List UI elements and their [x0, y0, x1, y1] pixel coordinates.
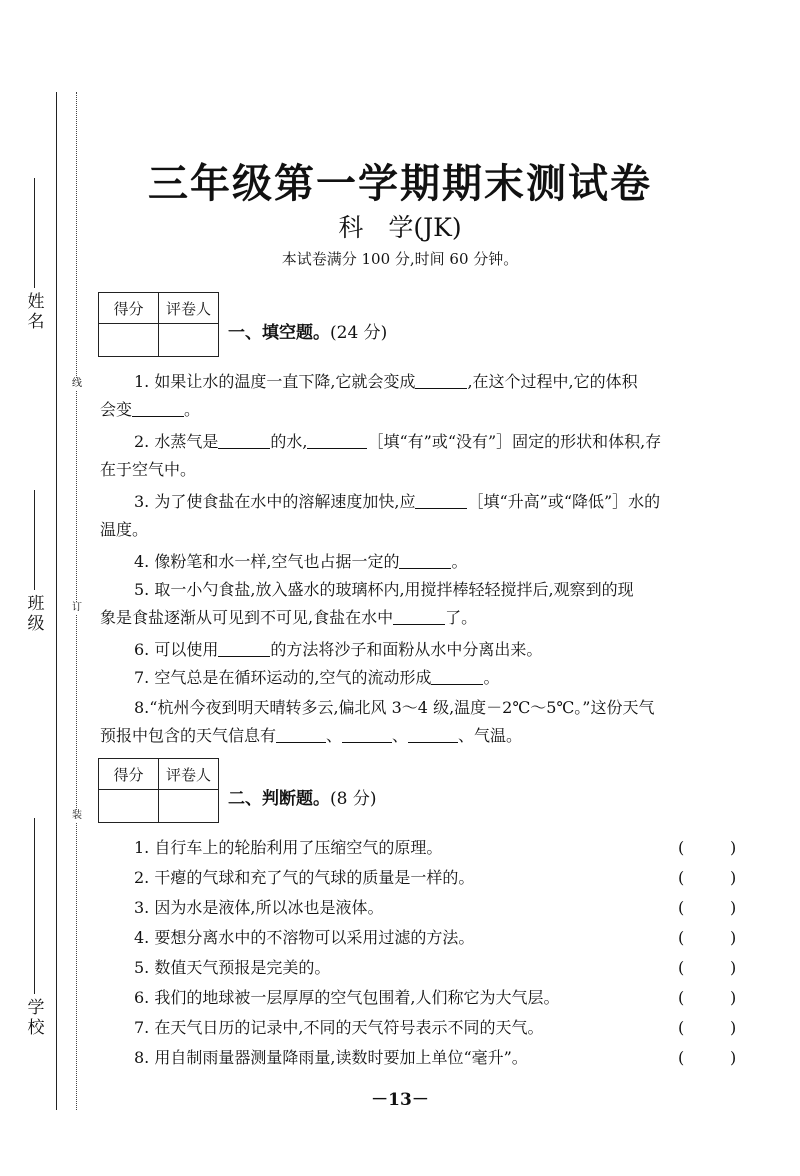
page-number: －13－: [371, 1090, 429, 1110]
score-cell[interactable]: [99, 324, 159, 357]
score-cell[interactable]: [99, 790, 159, 823]
tf-item-6: 6. 我们的地球被一层厚厚的空气包围着,人们称它为大气层。 ( ): [134, 984, 740, 1012]
answer-paren[interactable]: (: [678, 1048, 685, 1067]
tf-item-7: 7. 在天气日历的记录中,不同的天气符号表示不同的天气。 ( ): [134, 1014, 740, 1042]
section1-heading-text: 一、填空题。: [228, 323, 330, 343]
tf-item-8: 8. 用自制雨量器测量降雨量,读数时要加上单位“毫升”。 ( ): [134, 1044, 740, 1072]
tf-item-1: 1. 自行车上的轮胎利用了压缩空气的原理。 ( ): [134, 834, 740, 862]
answer-paren[interactable]: (: [678, 1018, 685, 1037]
answer-blank[interactable]: [399, 550, 451, 569]
answer-blank[interactable]: [132, 398, 184, 417]
school-label: 学校: [27, 998, 45, 1038]
tf-item-2: 2. 干瘪的气球和充了气的气球的质量是一样的。 ( ): [134, 864, 740, 892]
fill-question-4: 4. 像粉笔和水一样,空气也占据一定的 。: [134, 552, 468, 571]
class-write-line: [34, 490, 35, 590]
section2-heading-text: 二、判断题。: [228, 789, 330, 809]
class-label: 班级: [27, 594, 45, 634]
answer-blank[interactable]: [307, 430, 367, 449]
grader-cell[interactable]: [159, 790, 219, 823]
score-label: 得分: [99, 759, 159, 790]
answer-blank[interactable]: [415, 490, 467, 509]
fill-question-5: 5. 取一小勺食盐,放入盛水的玻璃杯内,用搅拌棒轻轻搅拌后,观察到的现 象是食盐逐渐从可见到不可见,食盐在水中 了。: [100, 580, 634, 627]
tf-item-5: 5. 数值天气预报是完美的。 ( ): [134, 954, 740, 982]
subject-title: 科 学(JK): [338, 213, 462, 242]
section1-points: (24 分): [330, 323, 388, 343]
answer-blank[interactable]: [342, 724, 392, 743]
section2-points: (8 分): [330, 789, 377, 809]
section1-heading: [228, 318, 387, 343]
answer-paren[interactable]: (: [678, 928, 685, 947]
answer-paren[interactable]: (: [678, 868, 685, 887]
tf-item-3: 3. 因为水是液体,所以冰也是液体。 ( ): [134, 894, 740, 922]
binding-char-ding: 订: [72, 602, 82, 613]
grader-label: 评卷人: [159, 293, 219, 324]
school-write-line: [34, 818, 35, 994]
answer-paren[interactable]: (: [678, 838, 685, 857]
binding-char-xian: 线: [72, 378, 82, 389]
answer-blank[interactable]: [276, 724, 326, 743]
grader-label: 评卷人: [159, 759, 219, 790]
exam-note: 本试卷满分 100 分,时间 60 分钟。: [281, 250, 519, 268]
name-label: 姓名: [27, 292, 45, 332]
score-box-section1: [98, 292, 219, 357]
answer-paren[interactable]: (: [678, 958, 685, 977]
page-title: 三年级第一学期期末测试卷: [148, 160, 652, 207]
fill-question-8: 8.“杭州今夜到明天晴转多云,偏北风 3～4 级,温度－2℃～5℃。”这份天气 预报中包含的天气信息有 、 、 、气温。: [100, 698, 655, 745]
fill-question-6: 6. 可以使用 的方法将沙子和面粉从水中分离出来。: [134, 640, 543, 659]
answer-paren[interactable]: (: [678, 988, 685, 1007]
tf-item-4: 4. 要想分离水中的不溶物可以采用过滤的方法。 ( ): [134, 924, 740, 952]
fill-question-3: 3. 为了使食盐在水中的溶解速度加快,应 ［填“升高”或“降低”］水的 温度。: [100, 492, 661, 539]
fill-question-7: 7. 空气总是在循环运动的,空气的流动形成 。: [134, 668, 500, 687]
answer-blank[interactable]: [218, 430, 270, 449]
binding-char-zhuang: 装: [72, 810, 82, 821]
answer-paren[interactable]: (: [678, 898, 685, 917]
answer-blank[interactable]: [408, 724, 458, 743]
score-box-section2: [98, 758, 219, 823]
answer-blank[interactable]: [431, 666, 483, 685]
binding-solid-line: [56, 92, 57, 1110]
fill-question-2: 2. 水蒸气是 的水, ［填“有”或“没有”］固定的形状和体积,存 在于空气中。: [100, 432, 662, 479]
fill-question-1: 1. 如果让水的温度一直下降,它就会变成 ,在这个过程中,它的体积 会变 。: [100, 372, 638, 419]
answer-blank[interactable]: [218, 638, 270, 657]
answer-blank[interactable]: [393, 606, 445, 625]
binding-dotted-line: [76, 92, 77, 1110]
grader-cell[interactable]: [159, 324, 219, 357]
answer-blank[interactable]: [415, 370, 467, 389]
score-label: 得分: [99, 293, 159, 324]
section2-heading: [228, 784, 376, 809]
